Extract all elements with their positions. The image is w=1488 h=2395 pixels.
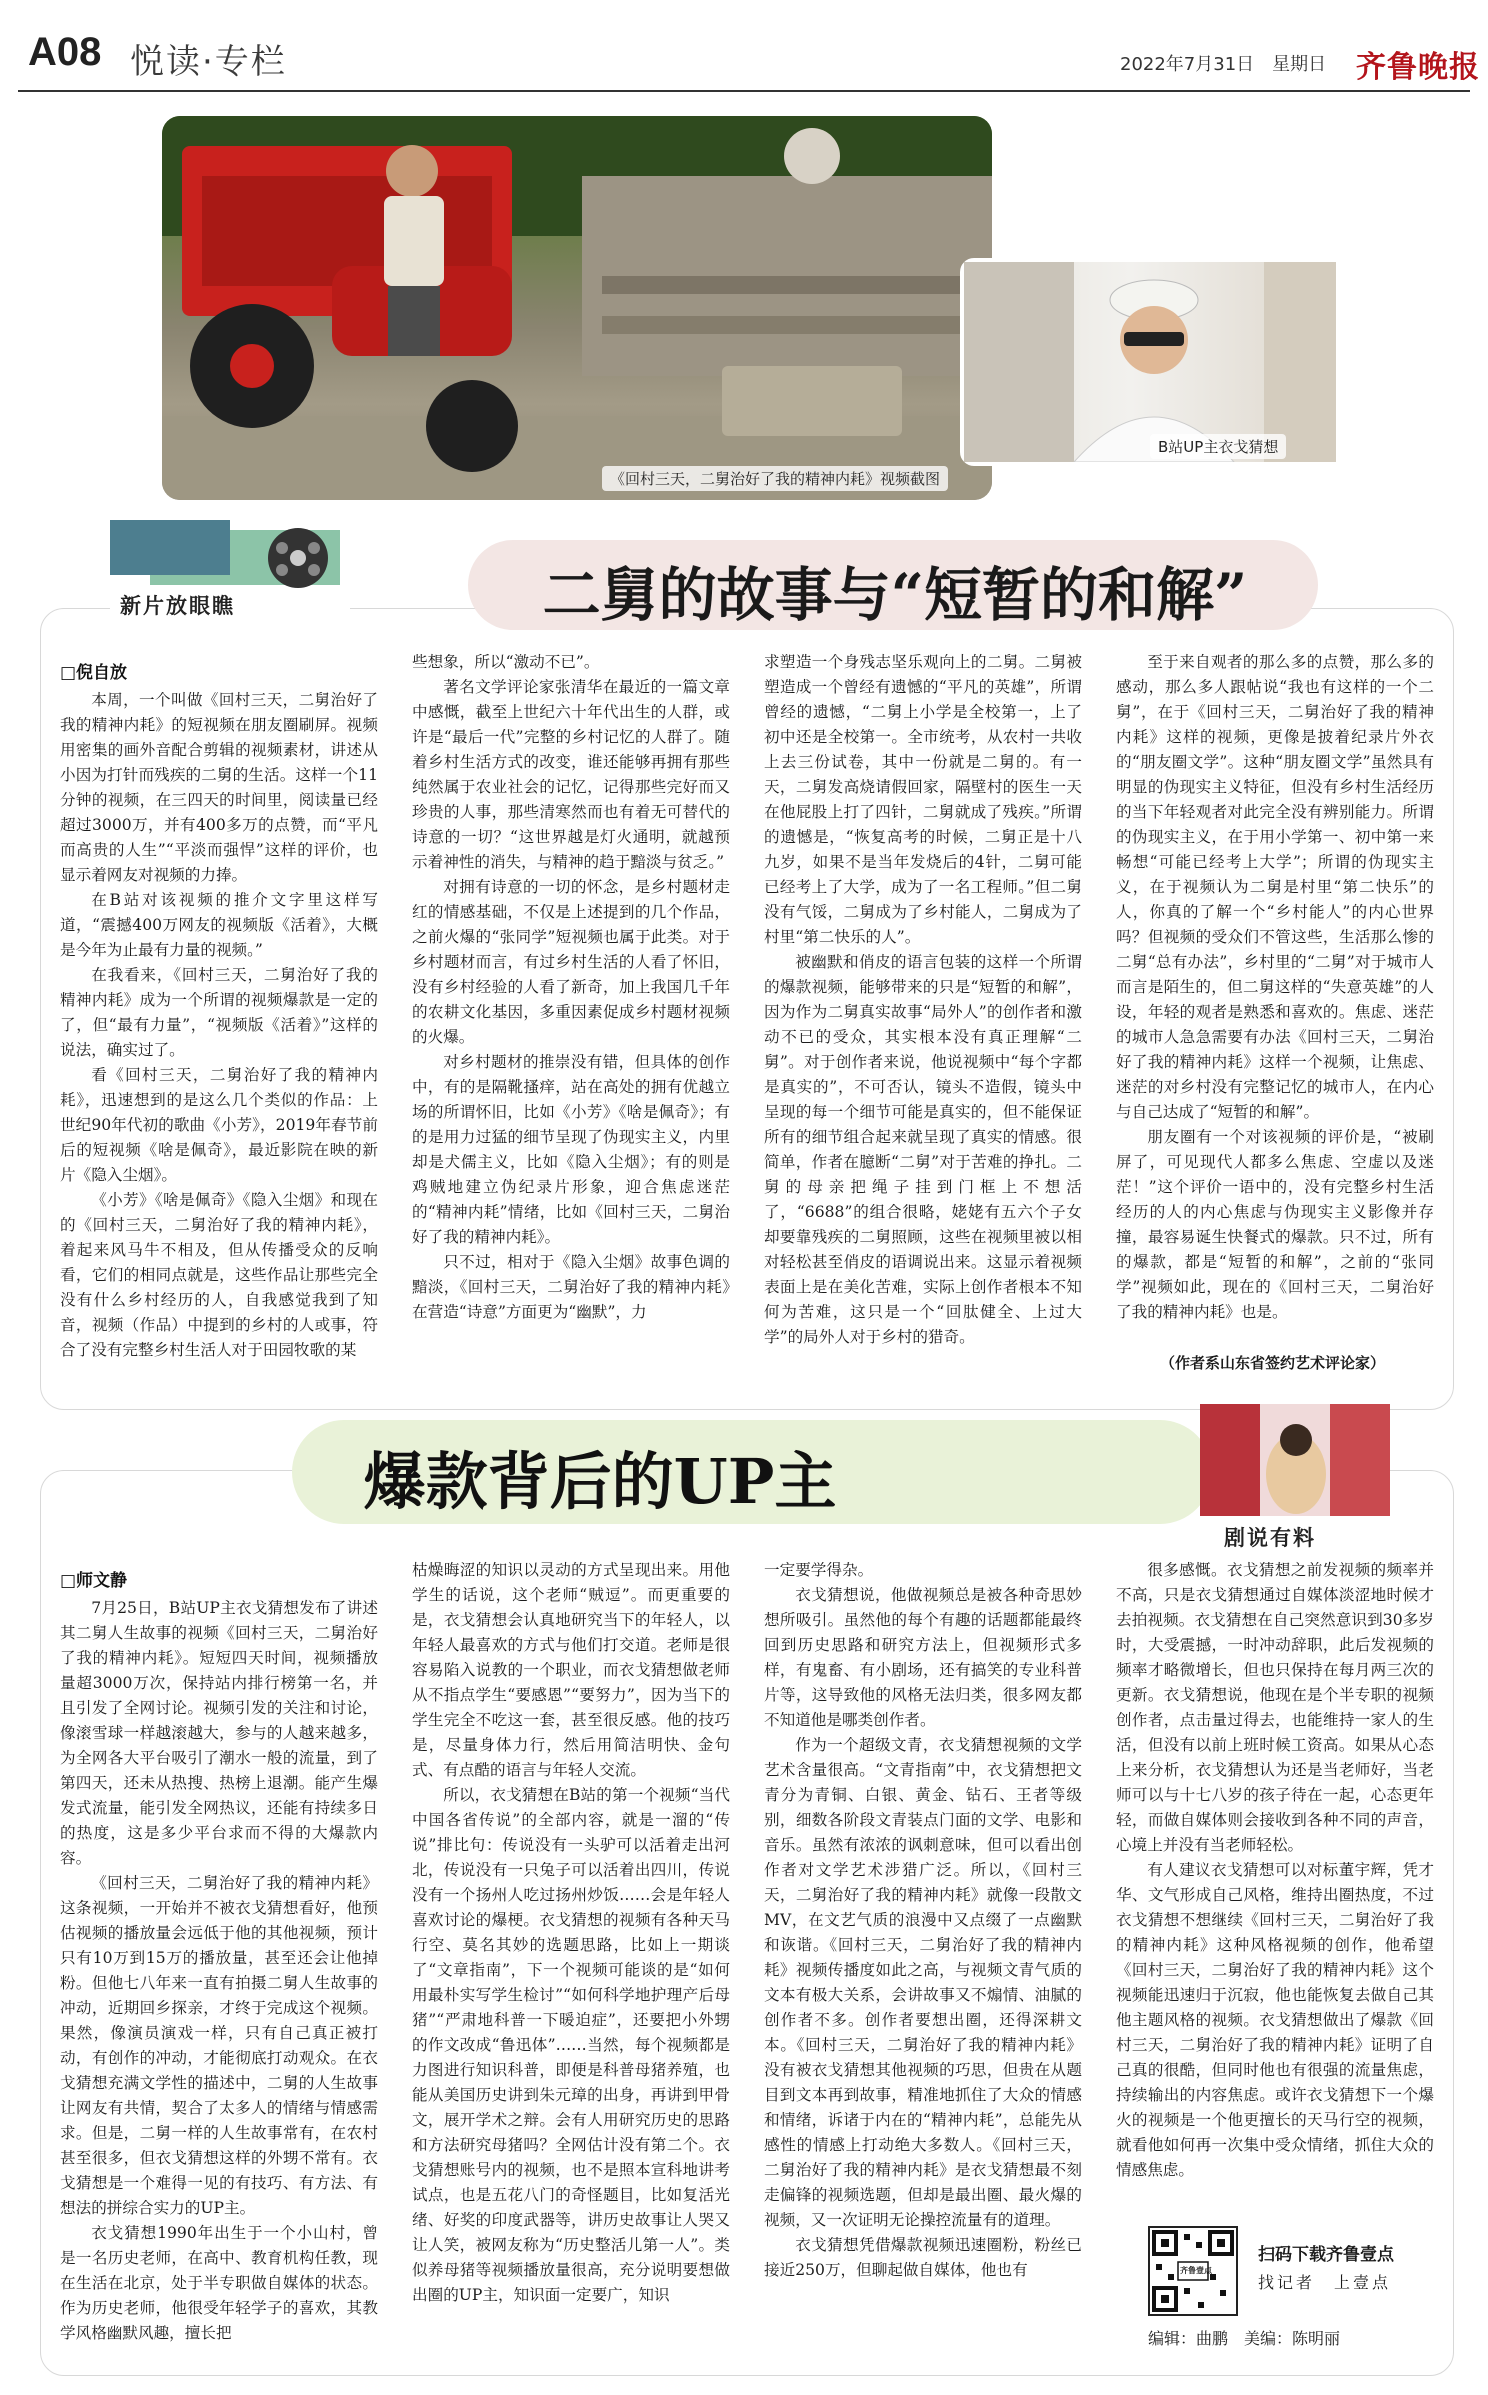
paragraph: 朋友圈有一个对该视频的评价是，“被刷屏了，可见现代人都多么焦虑、空虚以及迷茫！”这个评价一语中的，没有完整乡村生活经历的人的内心焦虑与伪现实主义影像并存撞，最容易诞生快餐式的爆款。只不过，所有的爆款，都是“短暂的和解”，之前的“张同学”视频如此，现在的《回村三天，二舅治好了我的精神内耗》也是。 xyxy=(1116,1128,1434,1321)
paragraph: 一定要学得杂。 xyxy=(764,1561,874,1579)
drama-column-logo xyxy=(1200,1404,1390,1554)
article1-byline: □倪自放 xyxy=(60,663,128,683)
article1-headline: 二舅的故事与“短暂的和解” xyxy=(542,561,1248,629)
paragraph: 很多感慨。衣戈猜想之前发视频的频率并不高，只是衣戈猜想通过自媒体淡涩地时候才去拍视频。衣戈猜想在自己突然意识到30多岁时，大受震撼，一时冲动辞职，此后发视频的频率才略微增长，但也只保持在每月两三次的更新。衣戈猜想说，他现在是个半专职的视频创作者，点击量过得去，也能维持一家人的生活，但没有以前上班时候工资高。如果从心态上来分析，衣戈猜想认为还是当老师好，当老师可以与十七八岁的孩子待在一起，心态更年轻，而做自媒体则会接收到各种不同的声音，心境上并没有当老师轻松。 xyxy=(1116,1561,1434,1854)
paragraph: 衣戈猜想凭借爆款视频迅速圈粉，粉丝已接近250万，但聊起做自媒体，他也有 xyxy=(764,2236,1082,2279)
up-host-photo xyxy=(960,258,1340,466)
article2-byline: □师文静 xyxy=(60,1571,128,1591)
paragraph: 在B站对该视频的推介文字里这样写道，“震撼400万网友的视频版《活着》，大概是今年为止最有力量的视频。” xyxy=(60,891,378,959)
paragraph: 对乡村题材的推崇没有错，但具体的创作中，有的是隔靴搔痒，站在高处的拥有优越立场的所谓怀旧，比如《小芳》《啥是佩奇》；有的是用力过猛的细节呈现了伪现实主义，内里却是犬儒主义，比如《隐入尘烟》；有的则是鸡贼地建立伪纪录片形象，迎合焦虑迷茫的“精神内耗”情绪，比如《回村三天，二舅治好了我的精神内耗》。 xyxy=(412,1053,730,1246)
paragraph: 衣戈猜想1990年出生于一个小山村，曾是一名历史老师，在高中、教育机构任教，现在生活在北京，处于半专职做自媒体的状态。作为历史老师，他很受年轻学子的喜欢，其教学风格幽默风趣，擅长把 xyxy=(60,2224,378,2342)
paragraph: 枯燥晦涩的知识以灵动的方式呈现出来。用他学生的话说，这个老师“贼逗”。而更重要的是，衣戈猜想会认真地研究当下的年轻人，以年轻人最喜欢的方式与他们打交道。老师是很容易陷入说教的一个职业，而衣戈猜想做老师从不指点学生“要感恩”“要努力”，因为当下的学生完全不吃这一套，甚至很反感。他的技巧是，尽量身体力行，然后用简洁明快、金句式、有点酷的语言与年轻人交流。 xyxy=(412,1561,730,1779)
paragraph: 著名文学评论家张清华在最近的一篇文章中感慨，截至上世纪六十年代出生的人群，或许是“最后一代”完整的乡村记忆的人群了。随着乡村生活方式的改变，谁还能够再拥有那些纯然属于农业社会的记忆，记得那些完好而又珍贵的人事，那些清寒然而也有着无可替代的诗意的一切？“这世界越是灯火通明，就越预示着神性的消失，与精神的趋于黯淡与贫乏。” xyxy=(412,678,730,871)
paragraph: 所以，衣戈猜想在B站的第一个视频“当代中国各省传说”的全部内容，就是一溜的“传说”排比句：传说没有一头驴可以活着走出河北，传说没有一只兔子可以活着出四川，传说没有一个扬州人吃过扬州炒饭……会是年轻人喜欢讨论的爆梗。衣戈猜想的视频有各种天马行空、莫名其妙的选题思路，比如上一期谈了“文章指南”，下一个视频可能谈的是“如何用最朴实写学生检讨”“如何科学地护理产后母猪”“严肃地科普一下暖迫症”，还要把小外甥的作文改成“鲁迅体”……当然，每个视频都是力图进行知识科普，即便是科普母猪养殖，也能从美国历史讲到朱元璋的出身，再讲到甲骨文，展开学术之辩。会有人用研究历史的思路和方法研究母猪吗？全网估计没有第二个。衣戈猜想账号内的视频，也不是照本宣科地讲考试点，也是五花八门的奇怪题目，比如复活光绪、好奖的印度武器等，讲历史故事让人哭又让人笑，被网友称为“历史整活儿第一人”。类似养母猪等视频播放量很高，充分说明要想做出圈的UP主，知识面一定要广，知识 xyxy=(412,1786,730,2304)
editor-credits: 编辑：曲鹏 美编：陈明丽 xyxy=(1148,2329,1341,2348)
qr-slogan: 找记者 上壹点 xyxy=(1258,2273,1392,2292)
issue-date: 2022年7月31日 星期日 xyxy=(1120,54,1327,75)
column-tag: 剧说有料 xyxy=(1224,1526,1316,1550)
paragraph: 衣戈猜想说，他做视频总是被各种奇思妙想所吸引。虽然他的每个有趣的话题都能最终回到历史思路和研究方法上，但视频形式多样，有鬼畜、有小剧场，还有搞笑的专业科普片等，这导致他的风格无法归类，很多网友都不知道他是哪类创作者。 xyxy=(764,1586,1082,1729)
video-screenshot-photo xyxy=(162,116,992,500)
paragraph: 作为一个超级文青，衣戈猜想视频的文学艺术含量很高。“文青指南”中，衣戈猜想把文青分为青铜、白银、黄金、钻石、王者等级别，细数各阶段文青装点门面的文学、电影和音乐。虽然有浓浓的讽刺意味，但可以看出创作者对文学艺术涉猎广泛。所以，《回村三天，二舅治好了我的精神内耗》就像一段散文MV，在文艺气质的浪漫中又点缀了一点幽默和诙谐。《回村三天，二舅治好了我的精神内耗》视频传播度如此之高，与视频文青气质的文本有极大关系，会讲故事又不煽情、油腻的创作者不多。创作者要想出圈，还得深耕文本。《回村三天，二舅治好了我的精神内耗》没有被衣戈猜想其他视频的巧思，但贵在从题目到文本再到故事，精准地抓住了大众的情感和情绪，诉诸于内在的“精神内耗”，总能先从感性的情感上打动绝大多数人。《回村三天，二舅治好了我的精神内耗》是衣戈猜想最不刻走偏锋的视频选题，但却是最出圈、最火爆的视频，又一次证明无论操控流量有的道理。 xyxy=(764,1736,1082,2229)
photo-caption: 《回村三天，二舅治好了我的精神内耗》视频截图 xyxy=(602,466,948,491)
host-portrait xyxy=(964,262,1336,462)
paragraph: 至于来自观者的那么多的点赞，那么多的感动，那么多人跟帖说“我也有这样的一个二舅”，在于《回村三天，二舅治好了我的精神内耗》这样的视频，更像是披着纪录片外衣的“朋友圈文学”。这种“朋友圈文学”虽然具有明显的伪现实主义特征，但没有乡村生活经历的当下年轻观者对此完全没有辨别能力。所谓的伪现实主义，在于用小学第一、初中第一来畅想“可能已经考上大学”；所谓的伪现实主义，在于视频认为二舅是村里“第二快乐”的人，你真的了解一个“乡村能人”的内心世界吗？但视频的受众们不管这些，生活那么惨的二舅“总有办法”，乡村里的“二舅”对于城市人而言是陌生的，但二舅这样的“失意英雄”的人设，年轻的观者是熟悉和喜欢的。焦虑、迷茫的城市人急急需要有办法《回村三天，二舅治好了我的精神内耗》这样一个视频，让焦虑、迷茫的对乡村没有完整记忆的城市人，在内心与自己达成了“短暂的和解”。 xyxy=(1116,653,1434,1121)
paragraph: 7月25日，B站UP主衣戈猜想发布了讲述其二舅人生故事的视频《回村三天，二舅治好了我的精神内耗》。短短四天时间，视频播放量超3000万次，保持站内排行榜第一名，并且引发了全网讨论。视频引发的关注和讨论，像滚雪球一样越滚越大，参与的人越来越多，为全网各大平台吸引了潮水一般的流量，到了第四天，还未从热搜、热榜上退潮。能产生爆发式流量，能引发全网热议，还能有持续多日的热度，这是多少平台求而不得的大爆款内容。 xyxy=(60,1599,378,1867)
column-tag: 新片放眼瞧 xyxy=(120,594,235,618)
author-note: （作者系山东省签约艺术评论家） xyxy=(1160,1354,1386,1372)
section-title: 悦读·专栏 xyxy=(130,42,287,82)
paragraph: 些想象，所以“激动不已”。 xyxy=(412,653,600,671)
paragraph: 有人建议衣戈猜想可以对标董宇辉，凭才华、文气形成自己风格，维持出圈热度，不过衣戈猜想不想继续《回村三天，二舅治好了我的精神内耗》这种风格视频的创作，他希望《回村三天，二舅治好了我的精神内耗》这个视频能迅速归于沉寂，他也能恢复去做自己其他主题风格的视频。衣戈猜想做出了爆款《回村三天，二舅治好了我的精神内耗》证明了自己真的很酷，但同时他也有很强的流量焦虑，持续输出的内容焦虑。或许衣戈猜想下一个爆火的视频是一个他更擅长的天马行空的视频，就看他如何再一次集中受众情绪，抓住大众的情感焦虑。 xyxy=(1116,1861,1434,2179)
paragraph: 被幽默和俏皮的语言包装的这样一个所谓的爆款视频，能够带来的只是“短暂的和解”，因为作为二舅真实故事“局外人”的创作者和激动不已的受众，其实根本没有真正理解“二舅”。对于创作者来说，他说视频中“每个字都是真实的”，不可否认，镜头不造假，镜头中呈现的每一个细节可能是真实的，但不能保证所有的细节组合起来就呈现了真实的情感。很简单，作者在臆断“二舅”对于苦难的挣扎。二舅的母亲把绳子挂到门框上不想活了，“6688”的组合很略，姥姥有五六个子女却要靠残疾的二舅照顾，这些在视频里被以相对轻松甚至俏皮的语调说出来。这显示着视频表面上是在美化苦难，实际上创作者根本不知何为苦难，这只是一个“回肽健全、上过大学”的局外人对于乡村的猎奇。 xyxy=(764,953,1082,1346)
article2-column-4 xyxy=(1116,1558,1434,2183)
article2-column-1 xyxy=(60,1596,378,2346)
photo-scene xyxy=(162,116,992,500)
qr-download-label: 扫码下载齐鲁壹点 xyxy=(1258,2245,1394,2265)
paragraph: 看《回村三天，二舅治好了我的精神内耗》，迅速想到的是这么几个类似的作品：上世纪90年代初的歌曲《小芳》，2019年春节前后的短视频《啥是佩奇》，最近影院在映的新片《隐入尘烟》。 xyxy=(60,1066,378,1184)
article1-column-4 xyxy=(1116,650,1434,1325)
paragraph: 只不过，相对于《隐入尘烟》故事色调的黯淡，《回村三天，二舅治好了我的精神内耗》在营造“诗意”方面更为“幽默”，力 xyxy=(412,1253,730,1321)
film-reel-column-logo xyxy=(110,520,350,630)
paragraph: 在我看来，《回村三天，二舅治好了我的精神内耗》成为一个所谓的视频爆款是一定的了，但“最有力量”，“视频版《活着》”这样的说法，确实过了。 xyxy=(60,966,378,1059)
article2-column-3 xyxy=(764,1558,1082,2283)
page-number: A08 xyxy=(28,30,102,74)
qr-badge-label: 齐鲁壹点 xyxy=(1180,2266,1212,2275)
article1-column-3 xyxy=(764,650,1082,1350)
paragraph: 《小芳》《啥是佩奇》《隐入尘烟》和现在的《回村三天，二舅治好了我的精神内耗》，着起来风马牛不相及，但从传播受众的反响看，它们的相同点就是，这些作品让那些完全没有什么乡村经历的人，自我感觉我到了知音，视频（作品）中提到的乡村的人或事，符合了没有完整乡村生活人对于田园牧歌的某 xyxy=(60,1191,378,1359)
theater-illustration-icon xyxy=(1200,1404,1390,1516)
paragraph: 本周，一个叫做《回村三天，二舅治好了我的精神内耗》的短视频在朋友圈刷屏。视频用密集的画外音配合剪辑的视频素材，讲述从小因为打针而残疾的二舅的生活。这样一个11分钟的视频，在三四天的时间里，阅读量已经超过3000万，并有400多万的点赞，而“平凡而高贵的人生”“平淡而强悍”这样的评价，也显示着网友对视频的力捧。 xyxy=(60,691,378,884)
paragraph: 《回村三天，二舅治好了我的精神内耗》这条视频，一开始并不被衣戈猜想看好，他预估视频的播放量会远低于他的其他视频，预计只有10万到15万的播放量，甚至还会让他掉粉。但他七八年来一直有拍摄二舅人生故事的冲动，近期回乡探亲，才终于完成这个视频。果然，像演员演戏一样，只有自己真正被打动，有创作的冲动，才能彻底打动观众。在衣戈猜想充满文学性的描述中，二舅的人生故事让网友有共情，契合了太多人的情绪与情感需求。但是，二舅一样的人生故事常有，在农村甚至很多，但衣戈猜想这样的外甥不常有。衣戈猜想是一个难得一见的有技巧、有方法、有想法的拼综合实力的UP主。 xyxy=(60,1874,378,2217)
paragraph: 对拥有诗意的一切的怀念，是乡村题材走红的情感基础，不仅是上述提到的几个作品，之前火爆的“张同学”短视频也属于此类。对于乡村题材而言，有过乡村生活的人看了怀旧，没有乡村经验的人看了新奇，加上我国几千年的农耕文化基因，多重因素促成乡村题材视频的火爆。 xyxy=(412,878,730,1046)
newspaper-logo: 齐鲁晚报 xyxy=(1356,50,1480,85)
inset-caption: B站UP主衣戈猜想 xyxy=(1150,434,1286,459)
article1-column-2 xyxy=(412,650,730,1325)
article2-headline: 爆款背后的UP主 xyxy=(363,1445,837,1518)
article1-column-1 xyxy=(60,688,378,1363)
article2-column-2 xyxy=(412,1558,730,2308)
header-rule xyxy=(18,90,1470,92)
paragraph: 求塑造一个身残志坚乐观向上的二舅。二舅被塑造成一个曾经有遗憾的“平凡的英雄”，所谓曾经的遗憾，“二舅上小学是全校第一，上了初中还是全校第一。全市统考，从农村一共收上去三份试卷，其中一份就是二舅的。有一天，二舅发高烧请假回家，隔壁村的医生一天在他屁股上打了四针，二舅就成了残疾。”所谓的遗憾是，“恢复高考的时候，二舅正是十八九岁，如果不是当年发烧后的4针，二舅可能已经考上了大学，成为了一名工程师。”但二舅没有气馁，二舅成为了乡村能人，二舅成为了村里“第二快乐的人”。 xyxy=(764,653,1082,946)
qr-code[interactable] xyxy=(1148,2226,1238,2316)
